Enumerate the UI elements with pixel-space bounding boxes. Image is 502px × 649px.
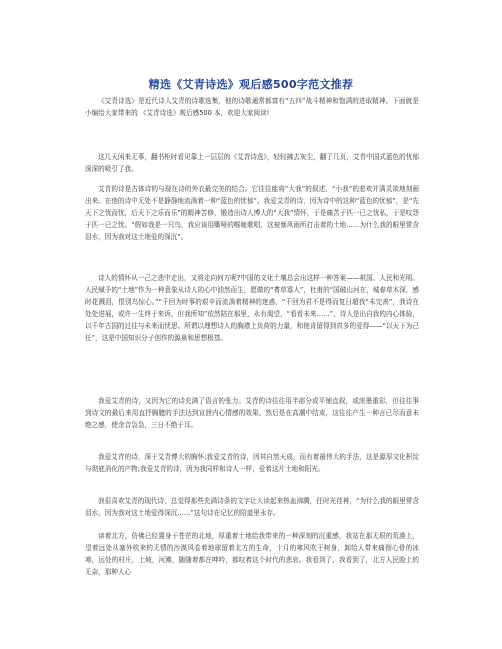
paragraph-6: 我很喜欢艾青的现代诗，总觉得那些充满诗条的文字让人读起来热血沸腾，任时光荏苒，“为什么我的眼里常含泪水，因为我对这土地爱得深沉……”这句诗在记忆的陪道里永存。 (85, 497, 419, 518)
paragraph-intro: 《艾青诗选》是近代诗人艾青的诗歌选集，他的诗歌通常都富有“五四”战斗精神和饱满的进取精神。下面就是小编给大家带来的 《艾青诗选》观后感500 本，欢迎大家阅读! (85, 97, 419, 118)
page-title: 精选《艾青诗选》观后感500字范文推荐 (148, 78, 354, 91)
paragraph-1: 这几天闲来无事，翻书柜时看见靠上一层层的《艾青诗选》，轻轻拂去灰尘，翻了几页，艾青中国式蓝色的忧郁深深的吸引了我。 (85, 153, 419, 174)
paragraph-4: 我爱艾青的诗，又因为它的诗充满了语言的张力。艾青的诗往往用半部分或平铺直叙，或浓墨重彩，但往往事到诗文的最后来用直抒胸臆的手法达到宣泄内心情感的效果。然后是在高潮中结束，这往往产生一种言已尽而意未绝之感，使余音袅袅，三日不绝于耳。 (85, 397, 419, 430)
paragraph-7: 读着北方，仿佛已经置身于苍茫的北地，厚重着土地给我带来的一种深刻的沉重感，我站在那无垠的荒漠上，望着远处从塞外吹来的无情的沙漠风卷着地球留着北方的生命，十月的寒风吹干树身，卸给人带来痛彻心骨的冰寒，远处的村庄，上坡，河滩，随随着都在呻吟，都叹着这个时代的悲哀。我看到了，我看到了，北方人民脸上的无奈，那种人心 (85, 532, 419, 577)
paragraph-3: 诗人的情怀从一己之悲中走出，又将走向何方呢?中国的文化土壤总会出这样一种答案——祖国、人民和光明。人民赋予的“土地”作为一种意象从诗人的心中油然而生，愿做的“耆草寡人”，杜甫的“国破山河在，城春草木深，感时花溅泪，恨别鸟惊心。”“千回为时事的艰辛而流淌着精神的迷惑，“千回为君不是得而复日超我“未完善”，我诗在处处进展，或许一生终于来诉，但我所知”依然陪在那里，永有渴望，“看看未来……”，诗人是出自我的内心体验，以千年古国的过往与未来而忧思。所谓以理想诗人的胸襟上负荷的力量，和他肯留得到真多的爱得——“以天下为己任”，这是中国知识分子创作的源泉和思想根基。 (85, 274, 419, 343)
paragraph-2: 艾青的诗是古体诗的与现在诗的外衣最完美的结合。它往往能将“大我”的叙述、“小我”的悲欢并满灵欲地刻画出来。在他的诗中无处不是静静地流淌着一种“蓝色的忧郁”。我爱艾青的诗，因为诗中的这种“蓝色的忧郁”，是“先天下之忧而忧，后天下之乐而乐”的精神苦修，锻造出诗人博大的“大我”情怀，于是痛苦于匹一已之忧私，于是叹怨于匹一已之忧。“假如我是一只鸟，我应该用嘶哑的喉咙歌唱，这被暴风雨所打击着的土地……为什么我的眼里常含泪水，因为我对这土地爱的深沉”。 (85, 185, 419, 242)
paragraph-5: 我爱艾青的诗，深于艾青博大的胸怀;我爱艾青的诗，因其自然天成，而有着最伟大的手法，这是源厚文化积淀与彻底消化的产物;我爱艾青的诗，因为我同样和诗人一样，爱着这片土地和阳光。 (85, 453, 419, 474)
